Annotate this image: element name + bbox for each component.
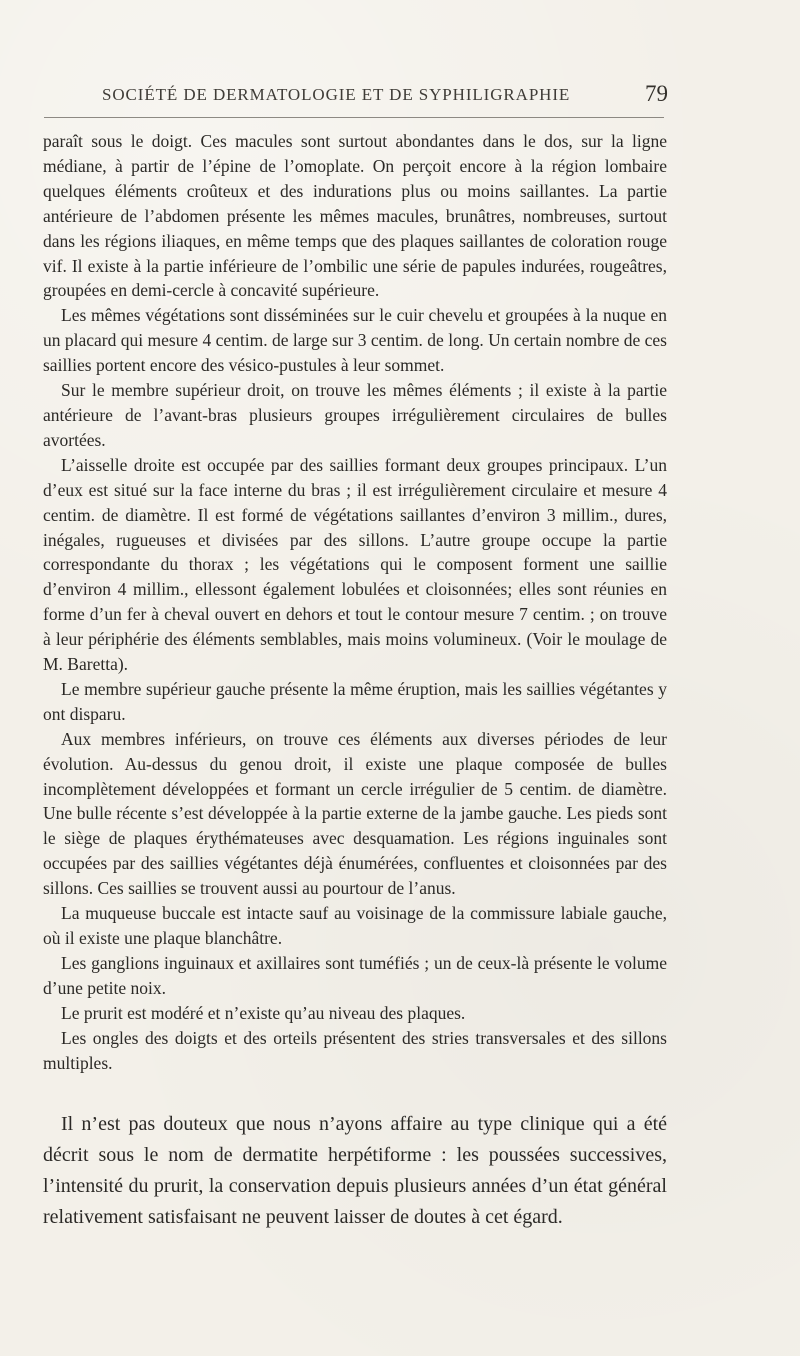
paragraph-scalp-nape: Les mêmes végétations sont disséminées sur le cuir chevelu et groupées à la nuque en un placard qui mesure 4 centim. de large sur 3 centim. de long. Un certain nombre de ces saillies portent encore des vésico-pustules à leur sommet. [43, 305, 667, 376]
body-text [43, 129, 667, 1253]
header-rule [44, 117, 664, 118]
paragraph-right-axilla: L’aisselle droite est occupée par des saillies formant deux groupes principaux. L’un d’eux est situé sur la face interne du bras ; il est irrégulièrement circulaire et mesure 4 centim. de diamètre. Il est formé de végétations saillantes d’environ 3 millim., dures, inégales, rugueuses et divisées par des sillons. L’autre groupe occupe la partie correspondante du thorax ; les végétations qui le composent forment une saillie d’environ 4 millim., ellessont également lobulées et cloisonnées; elles sont réunies en forme d’un fer à cheval ouvert en dehors et tout le contour mesure 7 centim. ; on trouve à leur périphérie des éléments semblables, mais moins volumineux. (Voir le moulage de M. Baretta). [43, 454, 667, 675]
page-number: 79 [645, 81, 668, 106]
paragraph-oral-mucosa: La muqueuse buccale est intacte sauf au voisinage de la commissure labiale gauche, où il existe une plaque blanchâtre. [43, 903, 667, 948]
running-header [102, 81, 668, 108]
paragraph-back-abdomen: paraît sous le doigt. Ces macules sont surtout abondantes dans le dos, sur la ligne médiane, à partir de l’épine de l’omoplate. On perçoit encore à la région lombaire quelques éléments croûteux et des indurations plus ou moins saillantes. La partie antérieure de l’abdomen présente les mêmes macules, brunâtres, nombreuses, surtout dans les régions iliaques, en même temps que des plaques saillantes de coloration rouge vif. Il existe à la partie inférieure de l’ombilic une série de papules indurées, rougeâtres, groupées en demi-cercle à concavité supérieure. [43, 131, 667, 301]
conclusion-paragraph: Il n’est pas douteux que nous n’ayons affaire au type clinique qui a été décrit sous le nom de dermatite herpétiforme : les poussées successives, l’intensité du prurit, la conservation depuis plusieurs années d’un état général relativement satisfaisant ne peuvent laisser de doutes à cet égard. [43, 1113, 667, 1228]
paragraph-lower-limbs: Aux membres inférieurs, on trouve ces éléments aux diverses périodes de leur évolution. Au-dessus du genou droit, il existe une plaque composée de bulles incomplètement développées et formant un cercle irrégulier de 5 centim. de diamètre. Une bulle récente s’est développée à la partie externe de la jambe gauche. Les pieds sont le siège de plaques érythémateuses avec desquamation. Les régions inguinales sont occupées par des saillies végétantes déjà énumérées, confluentes et cloisonnées par des sillons. Ces saillies se trouvent aussi au pourtour de l’anus. [43, 728, 667, 899]
paragraph-right-arm: Sur le membre supérieur droit, on trouve les mêmes éléments ; il existe à la partie antérieure de l’avant-bras plusieurs groupes irrégulièrement circulaires de bulles avortées. [43, 380, 667, 450]
paragraph-left-arm: Le membre supérieur gauche présente la même éruption, mais les saillies végétantes y ont disparu. [43, 678, 667, 724]
running-title: SOCIÉTÉ DE DERMATOLOGIE ET DE SYPHILIGRAPHIE [102, 85, 571, 104]
paragraph-pruritus: Le prurit est modéré et n’existe qu’au niveau des plaques. [61, 1002, 466, 1023]
paragraph-nails: Les ongles des doigts et des orteils présentent des stries transversales et des sillons multiples. [43, 1027, 667, 1073]
paragraph-lymph-nodes: Les ganglions inguinaux et axillaires sont tuméfiés ; un de ceux-là présente le volume d’une petite noix. [43, 952, 667, 998]
